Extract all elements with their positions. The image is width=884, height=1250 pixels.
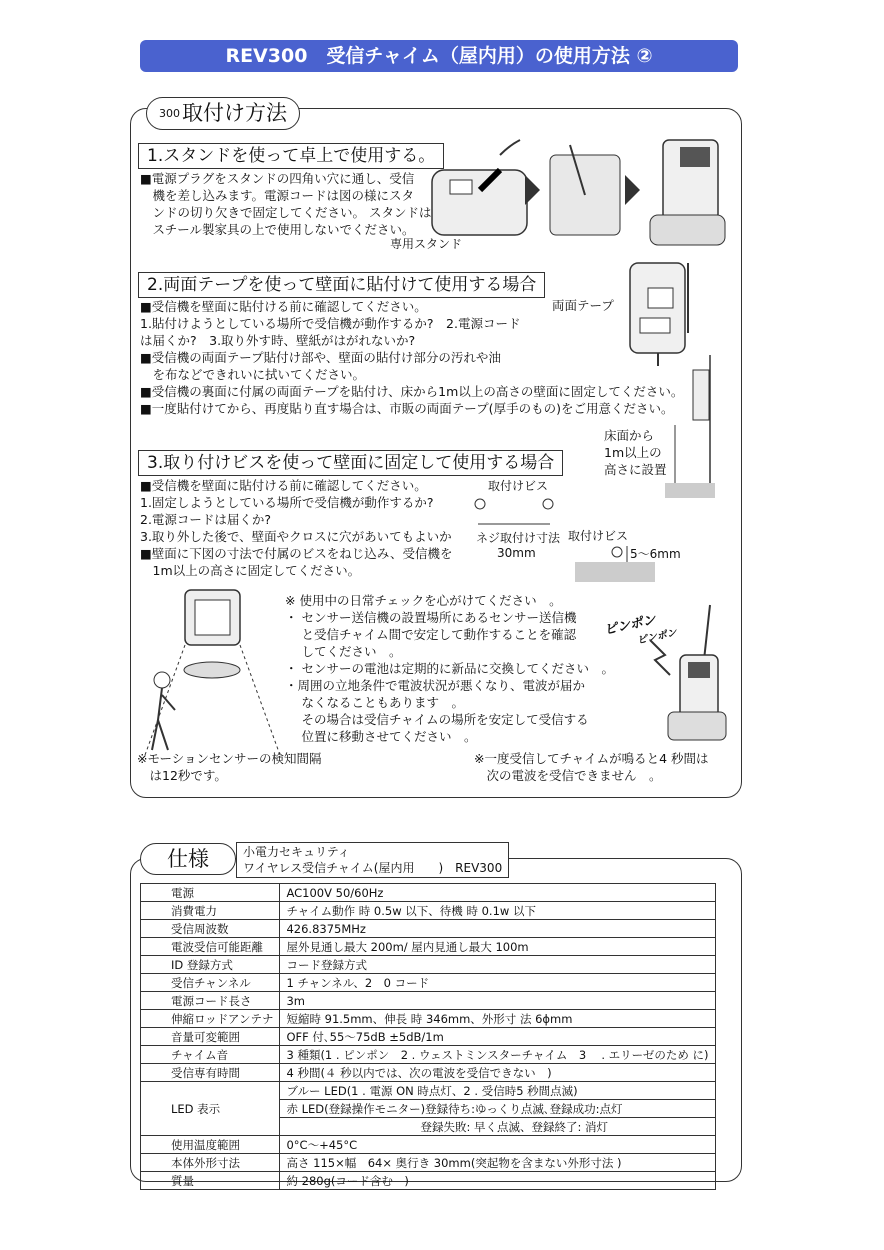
text-line: ■一度貼付けてから、再度貼り直す場合は、市販の両面テープ(厚手のもの)をご用意ください。	[140, 401, 674, 416]
spec-row	[141, 920, 716, 938]
motion-sensor-illustration	[140, 585, 290, 760]
product-line-1: 小電力セキュリティ	[243, 845, 350, 859]
spec-row	[141, 938, 716, 956]
spec-tab: 仕様	[140, 843, 236, 875]
spec-value: OFF 付､55～75dB ±5dB/1m	[280, 1028, 715, 1046]
spec-table	[140, 883, 716, 1190]
tab-prefix: 300	[159, 107, 180, 120]
spec-value: 3 種類(1 . ピンポン 2 . ウェストミンスターチャイム 3 . エリーゼのため に)	[280, 1046, 715, 1064]
text-line: ■受信機の裏面に付属の両面テープを貼付け、床から1m以上の高さの壁面に固定してください。	[140, 384, 684, 399]
text-line: ■受信機の両面テープ貼付け部や、壁面の貼付け部分の汚れや油	[140, 350, 501, 365]
screw-label-2: 取付けビス	[568, 529, 629, 543]
spec-key: 音量可変範囲	[141, 1028, 280, 1046]
spec-row	[141, 992, 716, 1010]
text-line: 1m以上の	[604, 445, 662, 460]
text-line: 次の電波を受信できません 。	[474, 768, 662, 783]
text-line: ・ センサーの電池は定期的に新品に交換してください 。	[285, 661, 614, 676]
screw-label: 取付けビス	[488, 479, 549, 493]
text-line: 高さに設置	[604, 462, 667, 477]
wall-illustration	[665, 355, 715, 500]
spec-value: 4 秒間(４ 秒以内では、次の電波を受信できない )	[280, 1064, 715, 1082]
spec-value: 屋外見通し最大 200m/ 屋内見通し最大 100m	[280, 938, 715, 956]
spec-key: 電波受信可能距離	[141, 938, 280, 956]
spec-key: 受信周波数	[141, 920, 280, 938]
spec-row	[141, 956, 716, 974]
tape-label: 両面テープ	[552, 298, 614, 313]
section3-text	[140, 477, 453, 579]
spec-value: 短縮時 91.5mm、伸長 時 346mm、外形寸 法 6ϕmm	[280, 1010, 715, 1028]
spec-row	[141, 974, 716, 992]
page-title: REV300 受信チャイム（屋内用）の使用方法 ②	[140, 40, 738, 72]
spec-row	[141, 1028, 716, 1046]
spec-row	[141, 1082, 716, 1100]
spec-value: 赤 LED(登録操作モニター)登録待ち:ゆっくり点滅､登録成功:点灯	[280, 1100, 715, 1118]
chime-on-stand-illustration	[640, 600, 730, 760]
text-line: ■受信機を壁面に貼付ける前に確認してください。	[140, 478, 427, 493]
spec-value: 約 280g(コード含む )	[280, 1172, 715, 1190]
section2-text	[140, 298, 683, 417]
receiver-back-illustration	[620, 258, 700, 368]
spec-value: コード登録方式	[280, 956, 715, 974]
text-line: を布などできれいに拭いてください。	[140, 367, 366, 382]
spec-value: 0°C～+45°C	[280, 1136, 715, 1154]
text-line: ■壁面に下図の寸法で付属のビスをねじ込み、受信機を	[140, 546, 453, 561]
text-line: 床面から	[604, 428, 655, 443]
pitch-value: 30mm	[497, 546, 536, 560]
section2-title: 2.両面テープを使って壁面に貼付けて使用する場合	[138, 272, 545, 298]
depth-label: 5～6mm	[630, 547, 681, 561]
install-tab-title: 取付け方法	[182, 101, 287, 125]
text-line: 1.固定しようとしている場所で受信機が動作するか?	[140, 495, 434, 510]
chime-note	[474, 750, 709, 784]
motion-note	[137, 750, 321, 784]
spec-key: 伸縮ロッドアンテナ	[141, 1010, 280, 1028]
section1-text	[140, 170, 431, 238]
spec-value: AC100V 50/60Hz	[280, 884, 715, 902]
pinpon-1: ピンポン	[603, 612, 658, 639]
text-line: 1.貼付けようとしている場所で受信機が動作するか? 2.電源コード	[140, 316, 521, 331]
text-line: ■電源プラグをスタンドの四角い穴に通し、受信	[140, 171, 415, 186]
pitch-label: ネジ取付け寸法	[476, 531, 561, 545]
spec-key: 受信専有時間	[141, 1064, 280, 1082]
spec-value: チャイム動作 時 0.5w 以下、待機 時 0.1w 以下	[280, 902, 715, 920]
spec-key: 消費電力	[141, 902, 280, 920]
spec-row	[141, 902, 716, 920]
spec-row	[141, 1154, 716, 1172]
text-line: 機を差し込みます。電源コードは図の様にスタ	[140, 188, 415, 203]
text-line: は12秒です。	[137, 768, 227, 783]
floor-label	[604, 427, 667, 478]
text-line: ■受信機を壁面に貼付ける前に確認してください。	[140, 299, 427, 314]
spec-key: ID 登録方式	[141, 956, 280, 974]
product-line-2: ワイヤレス受信チャイム(屋内用 ) REV300	[243, 861, 503, 875]
text-line: ※一度受信してチャイムが鳴ると4 秒間は	[474, 751, 709, 766]
notes-text	[285, 592, 614, 745]
spec-key: LED 表示	[141, 1082, 280, 1136]
text-line: ・周囲の立地条件で電波状況が悪くなり、電波が届か	[285, 678, 586, 693]
text-line: 1m以上の高さに固定してください。	[140, 563, 361, 578]
text-line: なくなることもあります 。	[285, 695, 464, 710]
text-line: 位置に移動させてください 。	[285, 729, 477, 744]
spec-row	[141, 1010, 716, 1028]
spec-key: チャイム音	[141, 1046, 280, 1064]
spec-row	[141, 1136, 716, 1154]
text-line: 2.電源コードは届くか?	[140, 512, 272, 527]
spec-value: 3m	[280, 992, 715, 1010]
text-line: ※ 使用中の日常チェックを心がけてください 。	[285, 593, 562, 608]
text-line: 3.取り外した後で、壁面やクロスに穴があいてもよいか	[140, 529, 452, 544]
install-tab	[146, 97, 300, 130]
spec-value: ブルー LED(1 . 電源 ON 時点灯、2 . 受信時5 秒間点滅)	[280, 1082, 715, 1100]
text-line: ※モーションセンサーの検知間隔	[137, 751, 322, 766]
text-line: ・ センサー送信機の設置場所にあるセンサー送信機	[285, 610, 577, 625]
text-line: と受信チャイム間で安定して動作することを確認	[285, 627, 577, 642]
spec-key: 質量	[141, 1172, 280, 1190]
section1-title: 1.スタンドを使って卓上で使用する。	[138, 143, 444, 169]
spec-value: 高さ 115×幅 64× 奥行き 30mm(突起物を含まない外形寸法 )	[280, 1154, 715, 1172]
text-line: スチール製家具の上で使用しないでください。	[140, 222, 415, 237]
spec-key: 受信チャンネル	[141, 974, 280, 992]
spec-row	[141, 884, 716, 902]
product-name-box	[236, 842, 509, 878]
pinpon-2: ピンポン	[636, 627, 678, 647]
spec-key: 電源コード長さ	[141, 992, 280, 1010]
spec-row	[141, 1046, 716, 1064]
spec-value: 登録失敗: 早く点滅、登録終了: 消灯	[280, 1118, 715, 1136]
text-line: は届くか? 3.取り外す時、壁紙がはがれないか?	[140, 333, 416, 348]
stand-label: 専用スタンド	[390, 237, 463, 251]
spec-key: 本体外形寸法	[141, 1154, 280, 1172]
text-line: その場合は受信チャイムの場所を安定して受信する	[285, 712, 589, 727]
screw-pitch-illustration	[468, 492, 568, 532]
section3-title: 3.取り付けビスを使って壁面に固定して使用する場合	[138, 450, 563, 476]
spec-value: 1 チャンネル、2 0 コード	[280, 974, 715, 992]
text-line: してください 。	[285, 644, 402, 659]
spec-value: 426.8375MHz	[280, 920, 715, 938]
spec-key: 使用温度範囲	[141, 1136, 280, 1154]
spec-key: 電源	[141, 884, 280, 902]
stand-illustration	[420, 135, 730, 260]
spec-row	[141, 1172, 716, 1190]
spec-row	[141, 1064, 716, 1082]
text-line: ンドの切り欠きで固定してください。 スタンドは	[140, 205, 432, 220]
